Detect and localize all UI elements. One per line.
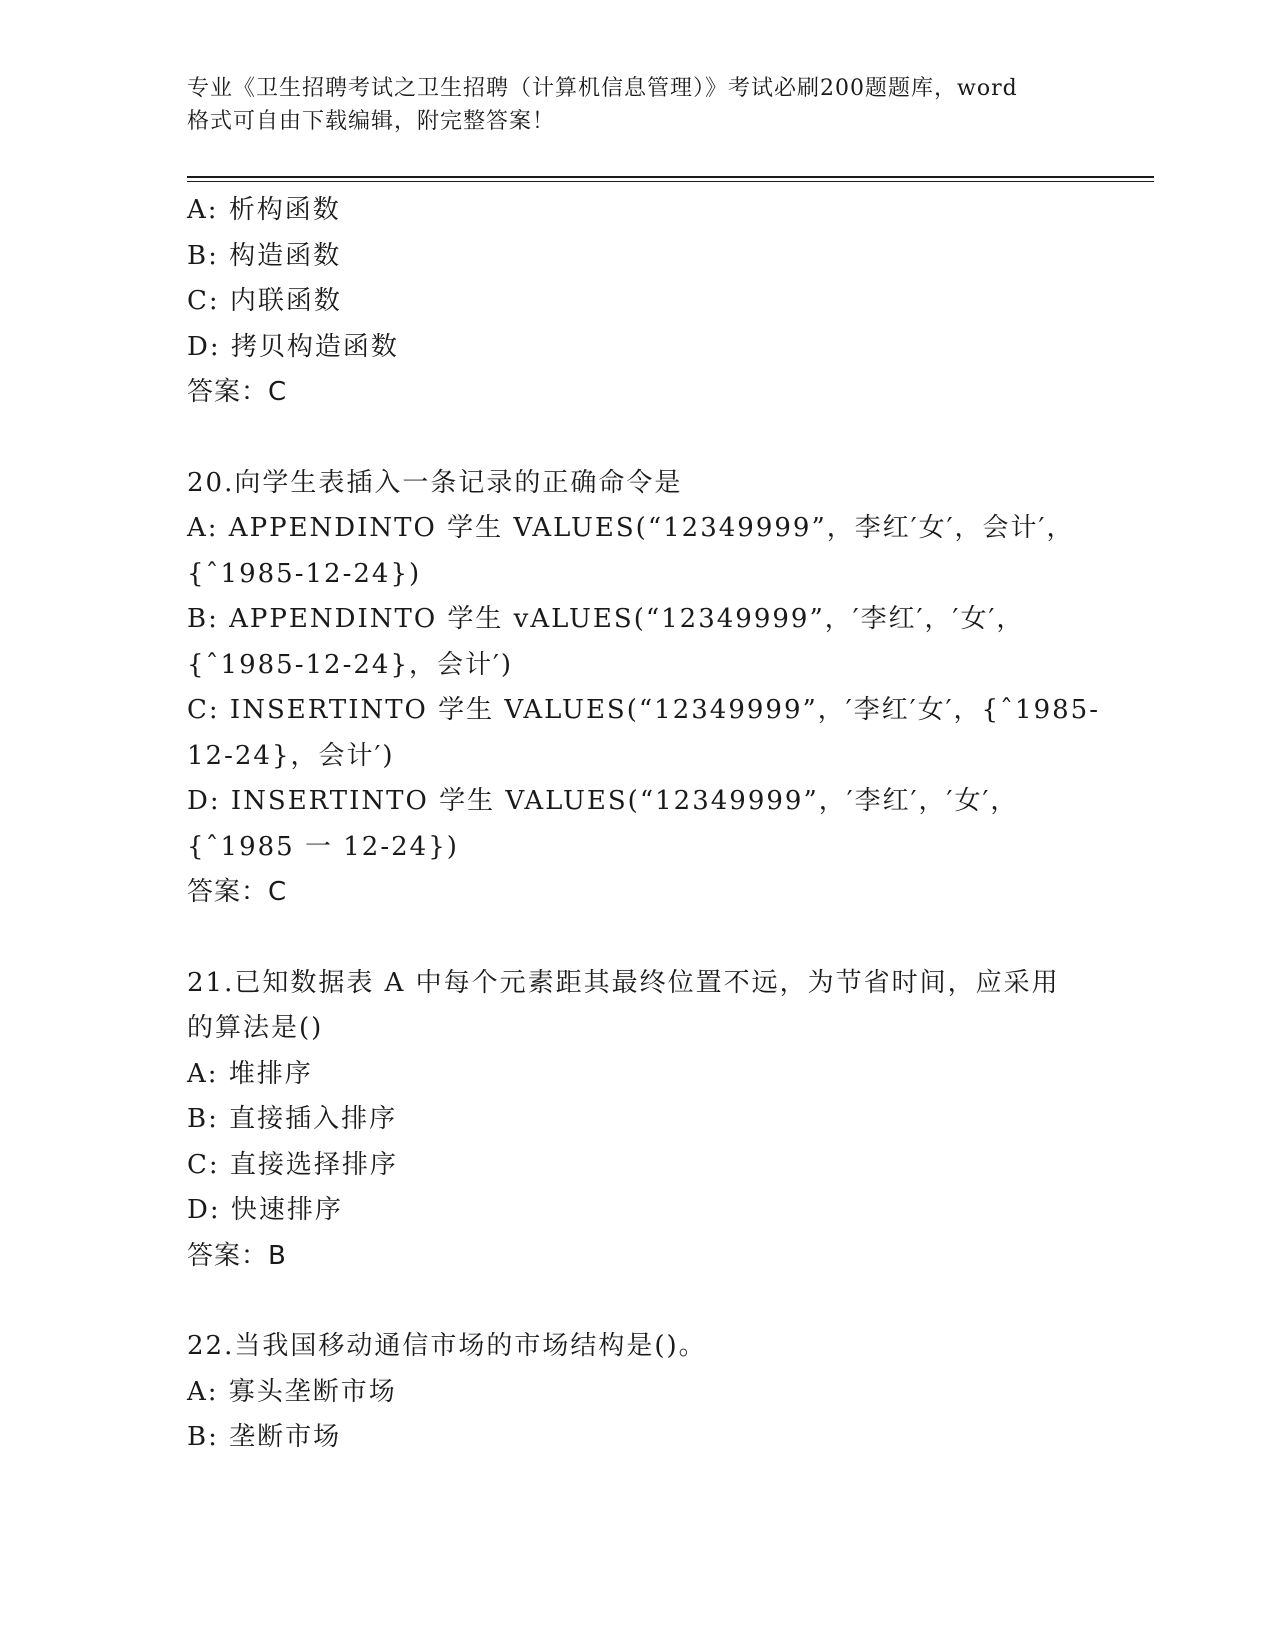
header-line-1: 专业《卫生招聘考试之卫生招聘（计算机信息管理）》考试必刷200题题库，word	[187, 76, 1018, 101]
option-d-line-2: {ˆ1985 一 12-24})	[187, 831, 459, 862]
question-text-line-2: 的算法是()	[187, 1013, 324, 1043]
option-c: C: 直接选择排序	[187, 1149, 398, 1180]
option-b: B: 垄断市场	[187, 1422, 342, 1452]
option-c-line-1: C: INSERTINTO 学生 VALUES(“12349999”，′李红′女′，{ˆ1985-	[187, 695, 1101, 725]
header-line-2: 格式可自由下载编辑，附完整答案！	[187, 109, 556, 134]
question-text: 20.向学生表插入一条记录的正确命令是	[187, 467, 683, 498]
question-19	[187, 188, 1087, 416]
option-a: A: 析构函数	[187, 195, 341, 225]
option-d: D: 快速排序	[187, 1195, 343, 1225]
option-d-line-1: D: INSERTINTO 学生 VALUES(“12349999”，′李红′，′女′，	[187, 786, 1019, 816]
option-b-line-1: B: APPENDINTO 学生 vALUES(“12349999”，′李红′，′女′，	[187, 604, 1025, 634]
option-c: C: 内联函数	[187, 286, 342, 316]
option-a-line-2: {ˆ1985-12-24})	[187, 558, 422, 589]
question-text: 22.当我国移动通信市场的市场结构是()。	[187, 1331, 707, 1361]
option-b: B: 直接插入排序	[187, 1104, 398, 1134]
option-b-line-2: {ˆ1985-12-24}，会计′)	[187, 649, 514, 680]
option-b: B: 构造函数	[187, 240, 342, 271]
answer: 答案：C	[187, 377, 288, 407]
option-c-line-2: 12-24}，会计′)	[187, 740, 395, 771]
question-list	[187, 188, 1101, 1461]
question-text-line-1: 21.已知数据表 A 中每个元素距其最终位置不远，为节省时间，应采用	[187, 967, 1060, 998]
question-20	[187, 461, 1101, 916]
option-a: A: 堆排序	[187, 1058, 313, 1089]
option-a-line-1: A: APPENDINTO 学生 VALUES(“12349999”，李红′女′，会计′，	[187, 513, 1075, 543]
option-d: D: 拷贝构造函数	[187, 331, 399, 362]
question-21	[187, 961, 1087, 1280]
question-22	[187, 1324, 1087, 1461]
answer: 答案：C	[187, 877, 288, 907]
header-rule-thick	[187, 176, 1154, 178]
header-rule-thin	[187, 181, 1154, 182]
answer: 答案：B	[187, 1240, 287, 1271]
document-header	[187, 72, 1087, 138]
option-a: A: 寡头垄断市场	[187, 1376, 397, 1407]
